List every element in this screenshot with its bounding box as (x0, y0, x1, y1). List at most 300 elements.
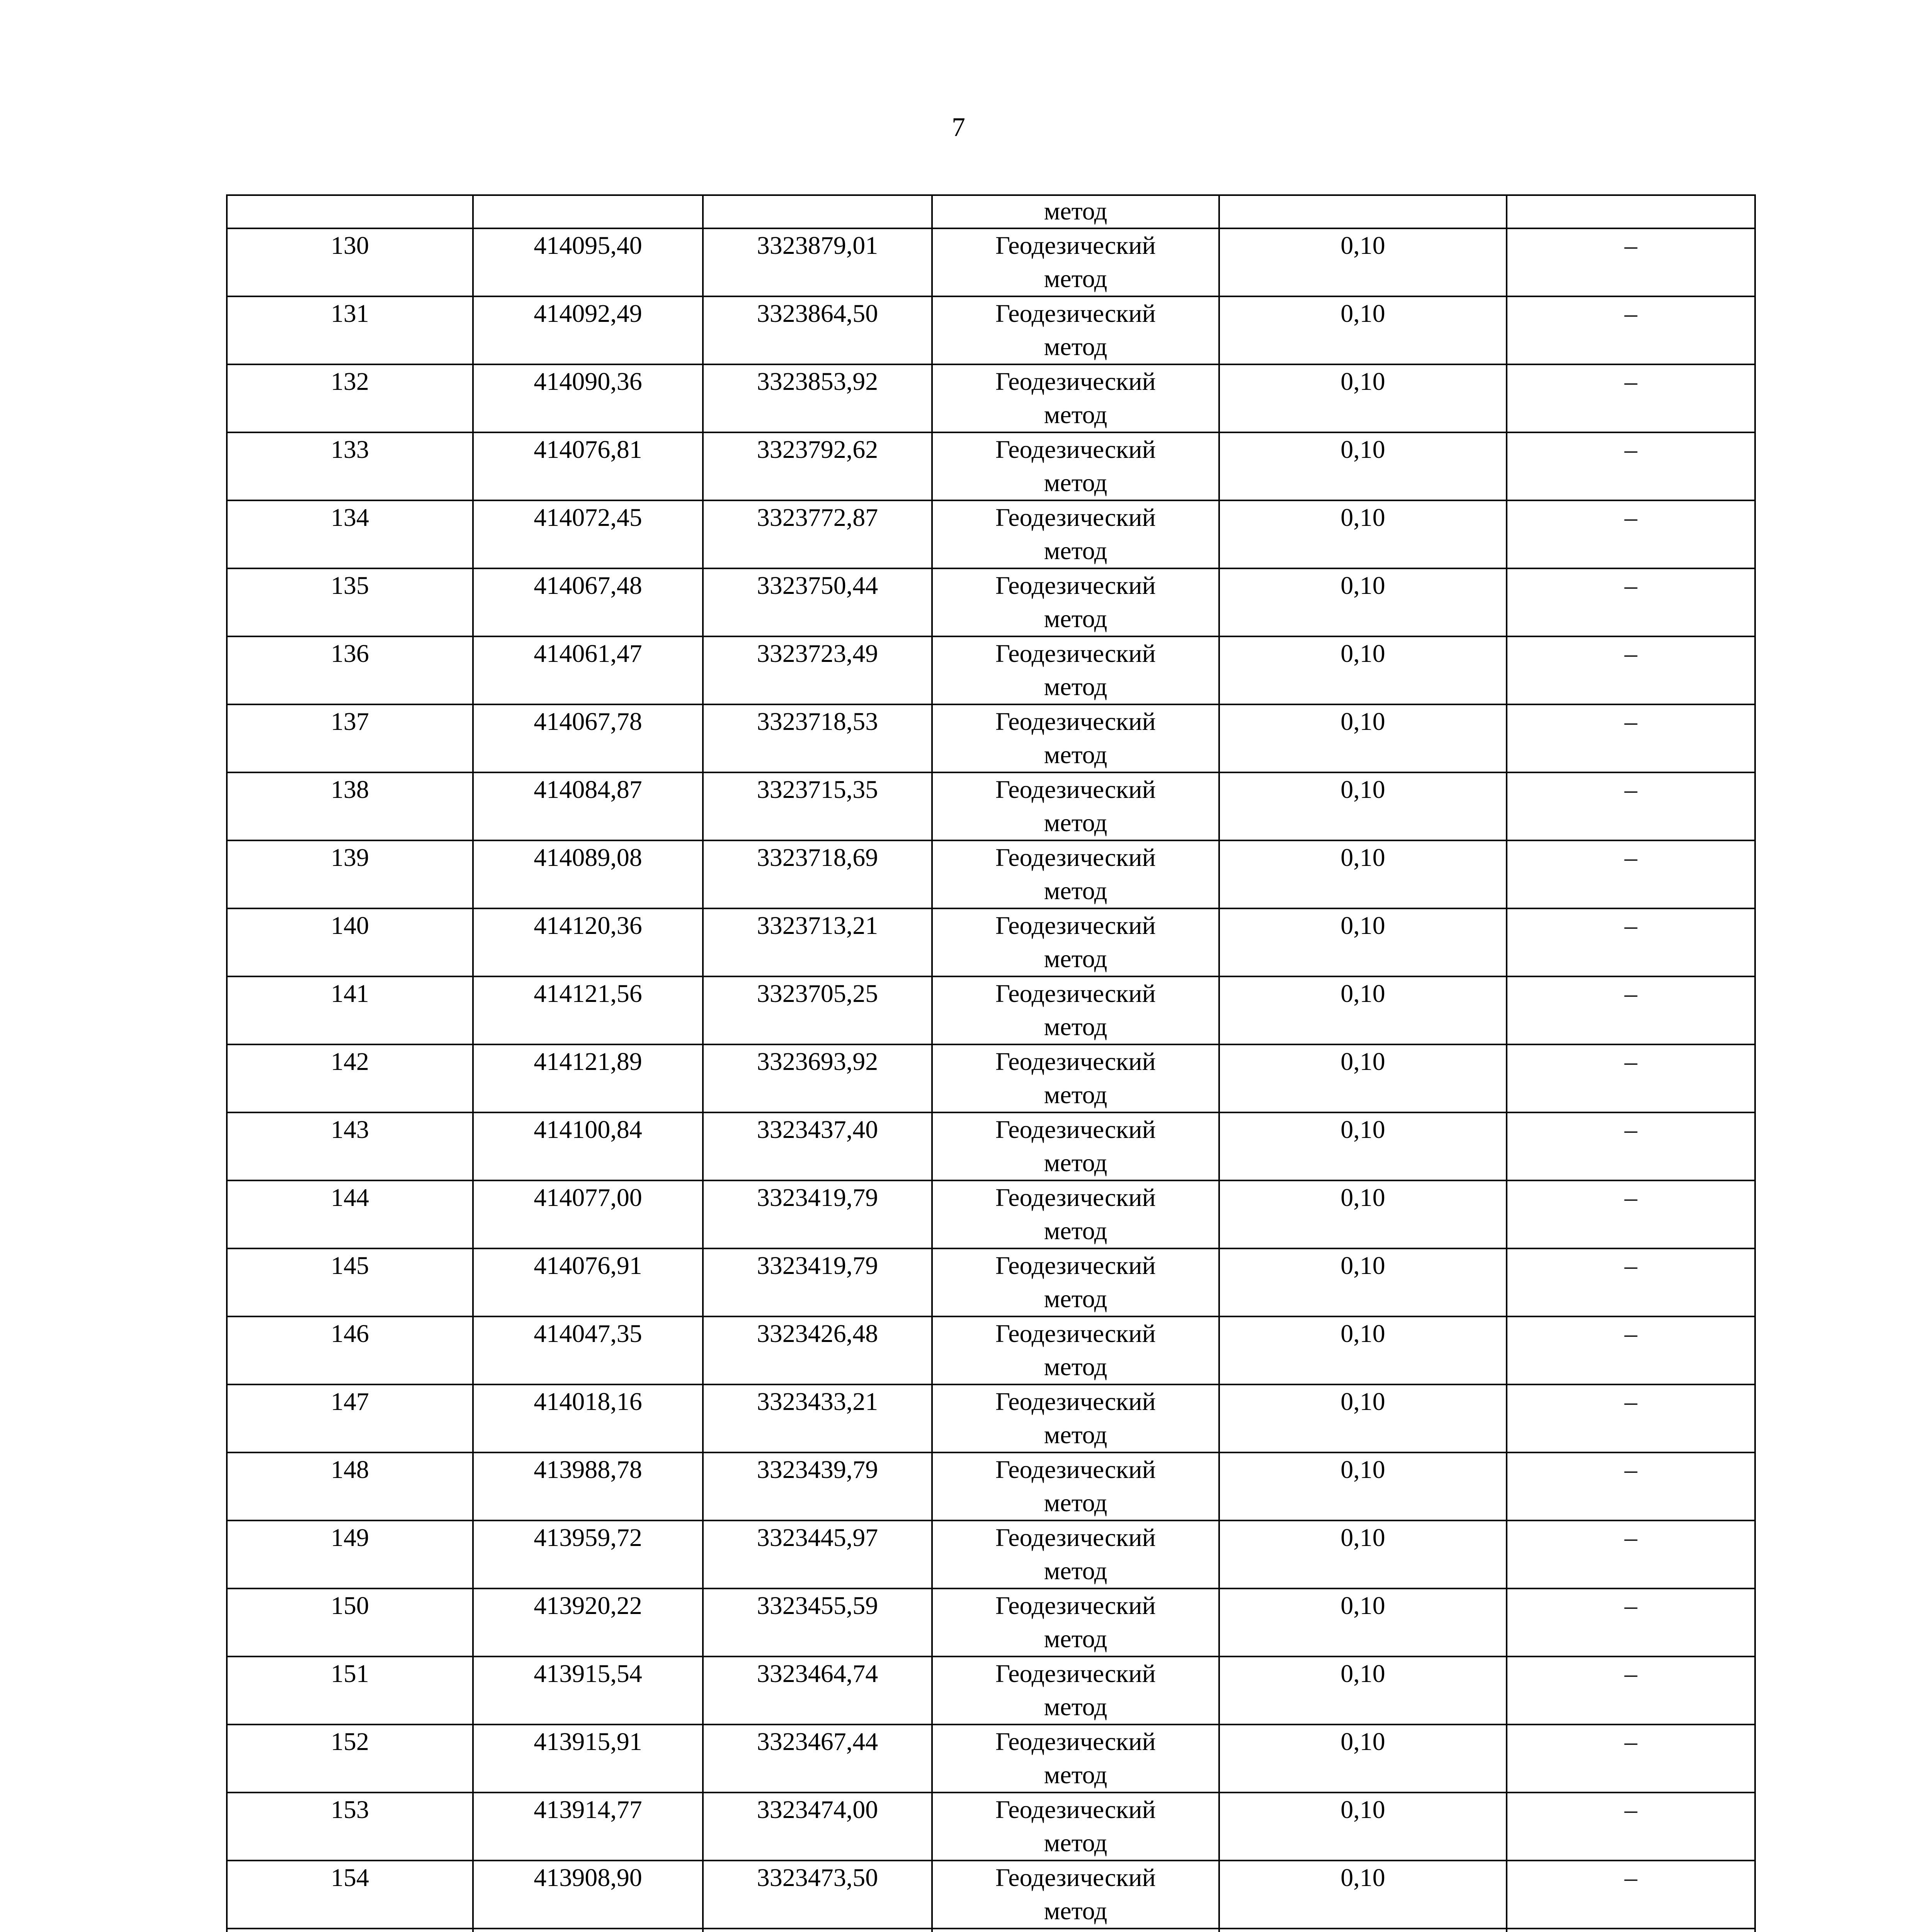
note-value: – (1624, 1524, 1637, 1552)
note-value: – (1624, 1864, 1637, 1892)
method-line-2: метод (1044, 1421, 1107, 1449)
method-line-2: метод (1044, 265, 1107, 293)
table-row (227, 840, 1755, 908)
y-coordinate-cell (703, 1112, 932, 1180)
method-cell (932, 908, 1219, 976)
accuracy-cell (1219, 1588, 1507, 1656)
x-coordinate-value: 413988,78 (534, 1456, 642, 1484)
y-coordinate-value: 3323792,62 (757, 435, 878, 464)
accuracy-cell (1219, 568, 1507, 636)
note-cell (1507, 1180, 1755, 1248)
x-coordinate-value: 414047,35 (534, 1320, 642, 1348)
coordinates-table (226, 194, 1756, 1932)
method-line-2: метод (1044, 1897, 1107, 1925)
method-line-2: метод (1044, 1625, 1107, 1653)
point-number-value: 143 (331, 1116, 369, 1144)
method-line-1: Геодезический (995, 1116, 1156, 1144)
note-cell (1507, 1588, 1755, 1656)
note-cell (1507, 568, 1755, 636)
method-cell (932, 636, 1219, 704)
y-coordinate-cell (703, 1452, 932, 1520)
method-line-2: метод (1044, 673, 1107, 701)
x-coordinate-cell (473, 364, 703, 432)
accuracy-value: 0,10 (1340, 707, 1385, 736)
x-coordinate-cell (473, 296, 703, 364)
method-cell (932, 296, 1219, 364)
table-row (227, 1861, 1755, 1929)
method-line-1: Геодезический (995, 231, 1156, 260)
table-row (227, 296, 1755, 364)
y-coordinate-cell (703, 1656, 932, 1725)
x-coordinate-value: 414090,36 (534, 367, 642, 396)
point-number-cell (227, 772, 473, 840)
accuracy-value: 0,10 (1340, 1456, 1385, 1484)
method-line-1: Геодезический (995, 1796, 1156, 1824)
y-coordinate-cell (703, 500, 932, 568)
table-row (227, 1725, 1755, 1793)
note-value: – (1624, 844, 1637, 872)
note-cell (1507, 840, 1755, 908)
note-cell (1507, 1316, 1755, 1384)
accuracy-cell (1219, 1044, 1507, 1112)
point-number-cell (227, 1316, 473, 1384)
y-coordinate-cell (703, 228, 932, 296)
accuracy-cell (1219, 500, 1507, 568)
method-line-1: Геодезический (995, 1048, 1156, 1076)
note-value: – (1624, 1796, 1637, 1824)
note-cell (1507, 432, 1755, 500)
method-line-1: Геодезический (995, 776, 1156, 804)
accuracy-value: 0,10 (1340, 1524, 1385, 1552)
table-row (227, 1452, 1755, 1520)
y-coordinate-cell (703, 1044, 932, 1112)
x-coordinate-value (474, 1929, 702, 1932)
accuracy-cell (1219, 1248, 1507, 1316)
x-coordinate-cell (473, 840, 703, 908)
y-coordinate-value: 3323467,44 (757, 1728, 878, 1756)
x-coordinate-cell (473, 228, 703, 296)
method-line-2: метод (1044, 1149, 1107, 1177)
note-cell (1507, 772, 1755, 840)
accuracy-cell (1219, 364, 1507, 432)
note-value: – (1624, 1592, 1637, 1620)
method-cell (932, 1384, 1219, 1452)
point-number-value: 141 (331, 980, 369, 1008)
y-coordinate-value: 3323474,00 (757, 1796, 878, 1824)
x-coordinate-cell (473, 1520, 703, 1588)
point-number-value: 137 (331, 707, 369, 736)
note-cell (1507, 1929, 1755, 1932)
method-cell (932, 976, 1219, 1044)
table-row (227, 1929, 1755, 1932)
note-value: – (1624, 1116, 1637, 1144)
note-value: – (1624, 367, 1637, 396)
method-line-2: метод (1044, 1217, 1107, 1245)
x-coordinate-value: 414077,00 (534, 1184, 642, 1212)
x-coordinate-value: 413915,54 (534, 1660, 642, 1688)
method-cell (932, 500, 1219, 568)
method-line-2: метод (1044, 877, 1107, 905)
y-coordinate-cell (703, 908, 932, 976)
method-line-1: Геодезический (995, 1592, 1156, 1620)
note-value: – (1624, 1252, 1637, 1280)
method-line-2: метод (1044, 1081, 1107, 1109)
y-coordinate-value: 3323750,44 (757, 571, 878, 600)
x-coordinate-value: 414067,78 (534, 707, 642, 736)
table-row (227, 228, 1755, 296)
x-coordinate-value: 414076,81 (534, 435, 642, 464)
table-row (227, 772, 1755, 840)
x-coordinate-value: 413914,77 (534, 1796, 642, 1824)
y-coordinate-cell (703, 1520, 932, 1588)
accuracy-cell (1219, 1384, 1507, 1452)
x-coordinate-cell (473, 908, 703, 976)
y-coordinate-cell (703, 296, 932, 364)
method-line-1: Геодезический (995, 912, 1156, 940)
method-line-1: Геодезический (995, 299, 1156, 328)
y-coordinate-value: 3323718,53 (757, 707, 878, 736)
point-number-value: 147 (331, 1388, 369, 1416)
note-value: – (1624, 912, 1637, 940)
x-coordinate-cell (473, 195, 703, 228)
accuracy-value (1220, 1929, 1506, 1932)
note-cell (1507, 1520, 1755, 1588)
point-number-value: 140 (331, 912, 369, 940)
note-value: – (1624, 1456, 1637, 1484)
accuracy-cell (1219, 1656, 1507, 1725)
accuracy-value: 0,10 (1340, 1388, 1385, 1416)
method-line-1: Геодезический (995, 435, 1156, 464)
note-cell (1507, 704, 1755, 772)
point-number-cell (227, 228, 473, 296)
method-line-1: Геодезический (995, 1728, 1156, 1756)
note-value: – (1624, 1184, 1637, 1212)
note-value: – (1624, 231, 1637, 260)
method-line-2: метод (1044, 809, 1107, 837)
x-coordinate-cell (473, 1861, 703, 1929)
point-number-cell (227, 1452, 473, 1520)
y-coordinate-cell (703, 1180, 932, 1248)
x-coordinate-value: 413915,91 (534, 1728, 642, 1756)
x-coordinate-cell (473, 1180, 703, 1248)
y-coordinate-value: 3323433,21 (757, 1388, 878, 1416)
table-row (227, 1384, 1755, 1452)
point-number-cell (227, 432, 473, 500)
method-cell (932, 840, 1219, 908)
accuracy-cell (1219, 704, 1507, 772)
x-coordinate-cell (473, 1248, 703, 1316)
point-number-cell (227, 364, 473, 432)
method-cell (932, 1180, 1219, 1248)
method-line-1: Геодезический (995, 1184, 1156, 1212)
method-cell (932, 1452, 1219, 1520)
table-row (227, 500, 1755, 568)
point-number-value: 133 (331, 435, 369, 464)
method-cell (932, 364, 1219, 432)
note-cell (1507, 1656, 1755, 1725)
note-value: – (1624, 1728, 1637, 1756)
point-number-value: 131 (331, 299, 369, 328)
x-coordinate-cell (473, 1793, 703, 1861)
point-number-cell (227, 1112, 473, 1180)
y-coordinate-value: 3323464,74 (757, 1660, 878, 1688)
accuracy-value: 0,10 (1340, 1252, 1385, 1280)
point-number-cell (227, 1725, 473, 1793)
accuracy-cell (1219, 1316, 1507, 1384)
method-line-2: метод (1044, 1761, 1107, 1789)
x-coordinate-cell (473, 976, 703, 1044)
y-coordinate-value: 3323419,79 (757, 1252, 878, 1280)
x-coordinate-value: 413908,90 (534, 1864, 642, 1892)
y-coordinate-value: 3323705,25 (757, 980, 878, 1008)
accuracy-value: 0,10 (1340, 1864, 1385, 1892)
y-coordinate-value: 3323718,69 (757, 844, 878, 872)
x-coordinate-cell (473, 1725, 703, 1793)
accuracy-cell (1219, 1929, 1507, 1932)
accuracy-value: 0,10 (1340, 1592, 1385, 1620)
note-cell (1507, 1861, 1755, 1929)
point-number-value: 139 (331, 844, 369, 872)
method-line-1: Геодезический (995, 503, 1156, 532)
table-row (227, 568, 1755, 636)
table-row (227, 1248, 1755, 1316)
point-number-value: 152 (331, 1728, 369, 1756)
note-cell (1507, 296, 1755, 364)
accuracy-cell (1219, 1793, 1507, 1861)
accuracy-cell (1219, 1112, 1507, 1180)
method-line-1: Геодезический (995, 1388, 1156, 1416)
x-coordinate-value: 414018,16 (534, 1388, 642, 1416)
y-coordinate-cell (703, 772, 932, 840)
table-row (227, 636, 1755, 704)
point-number-value: 130 (331, 231, 369, 260)
y-coordinate-cell (703, 195, 932, 228)
x-coordinate-value: 414089,08 (534, 844, 642, 872)
method-cell (932, 195, 1219, 228)
y-coordinate-value: 3323772,87 (757, 503, 878, 532)
point-number-cell (227, 195, 473, 228)
table-row (227, 976, 1755, 1044)
method-cell (932, 1520, 1219, 1588)
method-line-1: Геодезический (995, 980, 1156, 1008)
note-value: – (1624, 503, 1637, 532)
point-number-cell (227, 704, 473, 772)
point-number-cell (227, 1793, 473, 1861)
x-coordinate-cell (473, 500, 703, 568)
note-cell (1507, 1793, 1755, 1861)
accuracy-cell (1219, 296, 1507, 364)
y-coordinate-cell (703, 1316, 932, 1384)
method-cell (932, 1861, 1219, 1929)
accuracy-value: 0,10 (1340, 571, 1385, 600)
method-cell (932, 432, 1219, 500)
note-value: – (1624, 1388, 1637, 1416)
y-coordinate-cell (703, 1793, 932, 1861)
point-number-cell (227, 1520, 473, 1588)
point-number-value: 144 (331, 1184, 369, 1212)
x-coordinate-cell (473, 1316, 703, 1384)
accuracy-value: 0,10 (1340, 299, 1385, 328)
y-coordinate-cell (703, 364, 932, 432)
table-row (227, 1588, 1755, 1656)
x-coordinate-value: 414072,45 (534, 503, 642, 532)
point-number-value: 132 (331, 367, 369, 396)
accuracy-value: 0,10 (1340, 1320, 1385, 1348)
y-coordinate-value: 3323439,79 (757, 1456, 878, 1484)
accuracy-value: 0,10 (1340, 912, 1385, 940)
point-number-cell (227, 1656, 473, 1725)
accuracy-value: 0,10 (1340, 1184, 1385, 1212)
x-coordinate-value: 413959,72 (534, 1524, 642, 1552)
method-line-1: Геодезический (995, 707, 1156, 736)
note-value: – (1624, 639, 1637, 668)
x-coordinate-cell (473, 568, 703, 636)
accuracy-value: 0,10 (1340, 503, 1385, 532)
method-line-1: Геодезический (995, 1660, 1156, 1688)
accuracy-value: 0,10 (1340, 1048, 1385, 1076)
accuracy-value: 0,10 (1340, 639, 1385, 668)
accuracy-cell (1219, 840, 1507, 908)
accuracy-value: 0,10 (1340, 980, 1385, 1008)
point-number-cell (227, 976, 473, 1044)
point-number-value: 145 (331, 1252, 369, 1280)
method-line-2: метод (1044, 1693, 1107, 1721)
point-number-cell (227, 1588, 473, 1656)
note-cell (1507, 1725, 1755, 1793)
y-coordinate-value: 3323437,40 (757, 1116, 878, 1144)
method-line-2: метод (1044, 1013, 1107, 1041)
table-row (227, 1044, 1755, 1112)
continued-row (227, 195, 1755, 228)
note-cell (1507, 1452, 1755, 1520)
method-line-2: метод (1044, 1557, 1107, 1585)
point-number-cell (227, 1861, 473, 1929)
note-cell (1507, 1112, 1755, 1180)
method-cell (932, 568, 1219, 636)
table-row (227, 364, 1755, 432)
note-value: – (1624, 1660, 1637, 1688)
method-line-2: метод (1044, 1285, 1107, 1313)
y-coordinate-value: 3323879,01 (757, 231, 878, 260)
y-coordinate-value: 3323419,79 (757, 1184, 878, 1212)
accuracy-cell (1219, 432, 1507, 500)
x-coordinate-cell (473, 1452, 703, 1520)
x-coordinate-cell (473, 772, 703, 840)
x-coordinate-value: 414067,48 (534, 571, 642, 600)
method-cell (932, 1112, 1219, 1180)
y-coordinate-value: 3323426,48 (757, 1320, 878, 1348)
method-line-2: метод (1044, 1829, 1107, 1857)
point-number-value: 142 (331, 1048, 369, 1076)
method-line: метод (1044, 197, 1107, 225)
x-coordinate-value: 413920,22 (534, 1592, 642, 1620)
y-coordinate-cell (703, 1384, 932, 1452)
accuracy-cell (1219, 772, 1507, 840)
method-cell (932, 1793, 1219, 1861)
y-coordinate-cell (703, 1929, 932, 1932)
method-cell (932, 1588, 1219, 1656)
point-number-value: 134 (331, 503, 369, 532)
point-number-cell (227, 1044, 473, 1112)
y-coordinate-value: 3323455,59 (757, 1592, 878, 1620)
point-number-value: 136 (331, 639, 369, 668)
note-cell (1507, 500, 1755, 568)
method-line-2: метод (1044, 537, 1107, 565)
x-coordinate-cell (473, 1044, 703, 1112)
method-cell (932, 704, 1219, 772)
x-coordinate-cell (473, 1112, 703, 1180)
note-value: – (1624, 980, 1637, 1008)
note-cell (1507, 364, 1755, 432)
method-cell (932, 1929, 1219, 1932)
y-coordinate-cell (703, 1248, 932, 1316)
method-cell (932, 1656, 1219, 1725)
method-cell (932, 772, 1219, 840)
note-value: – (1624, 707, 1637, 736)
y-coordinate-cell (703, 636, 932, 704)
point-number-cell (227, 1384, 473, 1452)
x-coordinate-cell (473, 1384, 703, 1452)
note-cell (1507, 195, 1755, 228)
accuracy-cell (1219, 908, 1507, 976)
accuracy-value: 0,10 (1340, 1116, 1385, 1144)
method-line-1: Геодезический (995, 1864, 1156, 1892)
method-line-1 (933, 1929, 1218, 1932)
note-value: – (1624, 776, 1637, 804)
method-cell (932, 1316, 1219, 1384)
y-coordinate-value: 3323853,92 (757, 367, 878, 396)
accuracy-value: 0,10 (1340, 844, 1385, 872)
point-number-value: 135 (331, 571, 369, 600)
point-number-value: 138 (331, 776, 369, 804)
point-number-value: 150 (331, 1592, 369, 1620)
point-number-cell (227, 636, 473, 704)
method-cell (932, 1044, 1219, 1112)
y-coordinate-cell (703, 1861, 932, 1929)
y-coordinate-value: 3323723,49 (757, 639, 878, 668)
point-number-value: 146 (331, 1320, 369, 1348)
x-coordinate-value: 414120,36 (534, 912, 642, 940)
method-line-1: Геодезический (995, 571, 1156, 600)
y-coordinate-value (704, 1929, 931, 1932)
accuracy-value: 0,10 (1340, 776, 1385, 804)
y-coordinate-value: 3323445,97 (757, 1524, 878, 1552)
method-line-1: Геодезический (995, 639, 1156, 668)
accuracy-cell (1219, 195, 1507, 228)
note-cell (1507, 228, 1755, 296)
note-cell (1507, 1044, 1755, 1112)
accuracy-cell (1219, 228, 1507, 296)
point-number-value (228, 1929, 472, 1932)
method-line-2: метод (1044, 333, 1107, 361)
method-line-2: метод (1044, 1489, 1107, 1517)
accuracy-cell (1219, 636, 1507, 704)
method-line-1: Геодезический (995, 1524, 1156, 1552)
point-number-cell (227, 1929, 473, 1932)
table-row (227, 1112, 1755, 1180)
method-line-1: Геодезический (995, 844, 1156, 872)
y-coordinate-value: 3323713,21 (757, 912, 878, 940)
method-line-1: Геодезический (995, 367, 1156, 396)
x-coordinate-cell (473, 1588, 703, 1656)
point-number-cell (227, 1180, 473, 1248)
accuracy-value: 0,10 (1340, 1728, 1385, 1756)
x-coordinate-value: 414084,87 (534, 776, 642, 804)
y-coordinate-cell (703, 1588, 932, 1656)
accuracy-value: 0,10 (1340, 231, 1385, 260)
table-row (227, 1656, 1755, 1725)
y-coordinate-value: 3323693,92 (757, 1048, 878, 1076)
